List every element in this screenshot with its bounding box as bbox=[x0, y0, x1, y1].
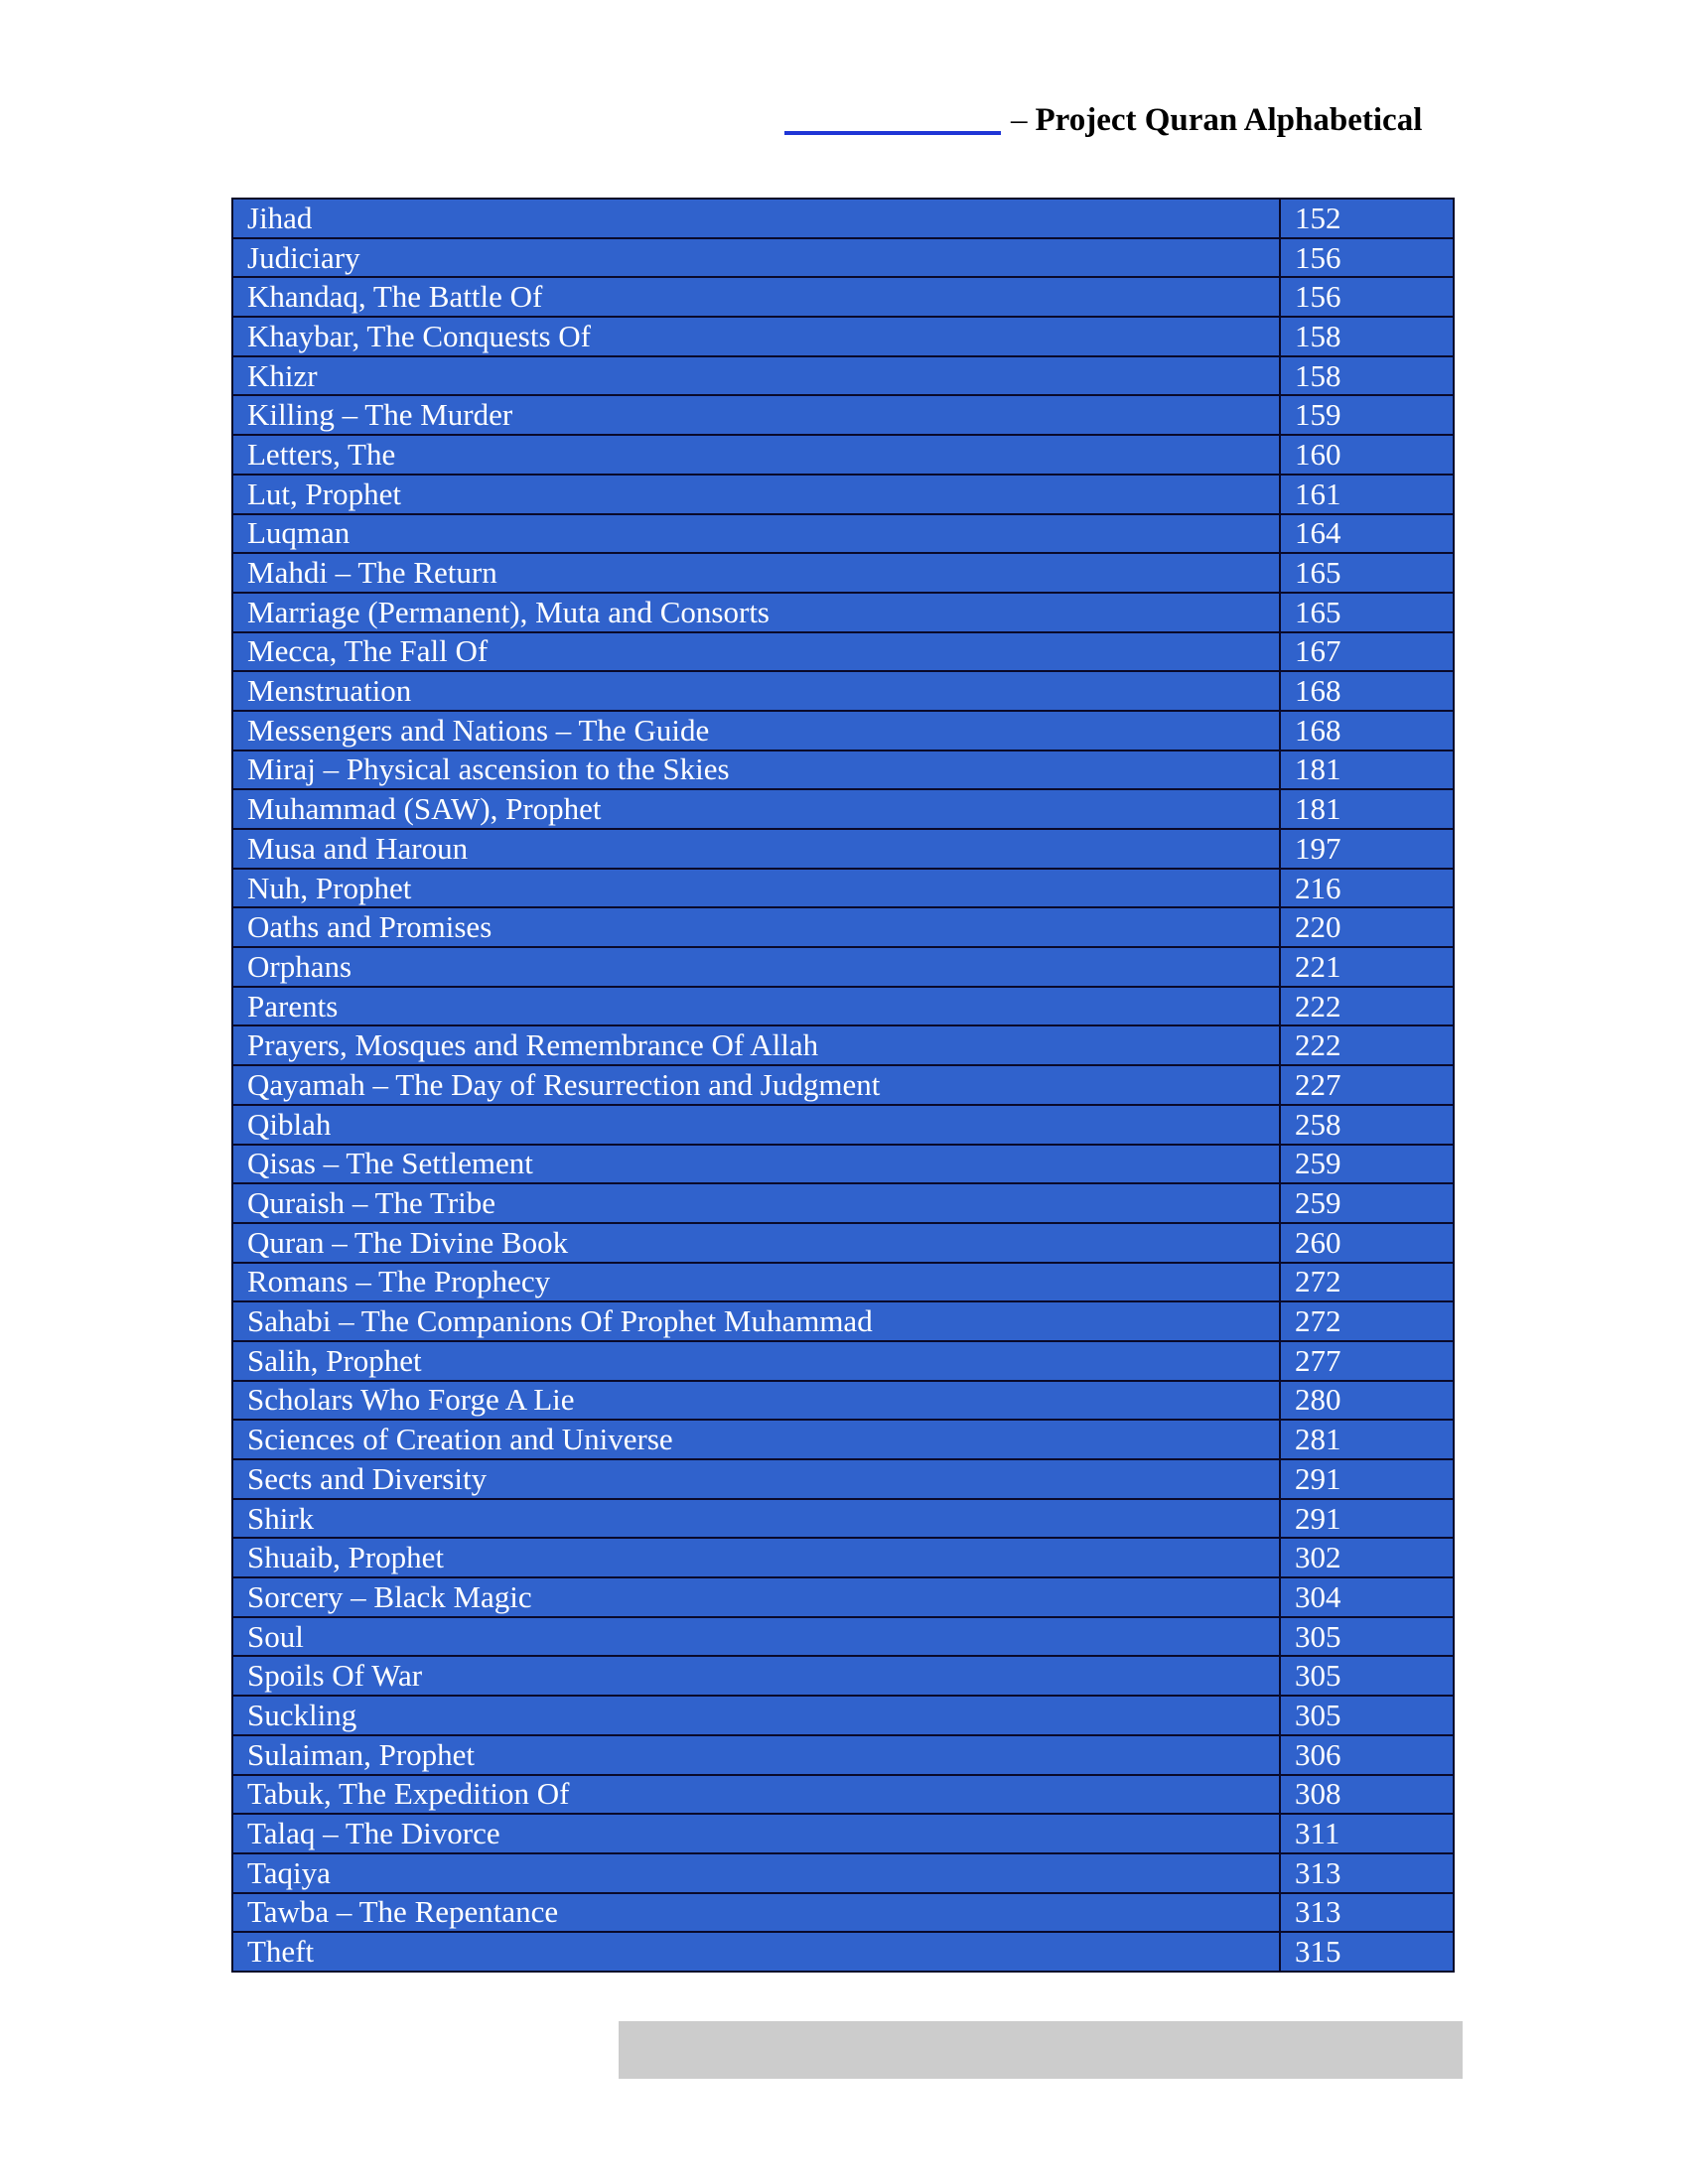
table-row bbox=[232, 1065, 1454, 1105]
page-number-cell: 161 bbox=[1280, 475, 1454, 514]
page-number-cell: 305 bbox=[1280, 1617, 1454, 1657]
topic-cell: Oaths and Promises bbox=[232, 907, 1280, 947]
page-number-cell: 291 bbox=[1280, 1459, 1454, 1499]
page-number-cell: 222 bbox=[1280, 987, 1454, 1026]
table-row bbox=[232, 869, 1454, 908]
page-number-cell: 164 bbox=[1280, 514, 1454, 554]
topic-cell: Tawba – The Repentance bbox=[232, 1893, 1280, 1933]
table-row bbox=[232, 1499, 1454, 1539]
page-number-cell: 168 bbox=[1280, 671, 1454, 711]
topic-cell: Shirk bbox=[232, 1499, 1280, 1539]
header-dash: – bbox=[1011, 102, 1028, 138]
table-row bbox=[232, 987, 1454, 1026]
topic-cell: Qayamah – The Day of Resurrection and Judgment bbox=[232, 1065, 1280, 1105]
topic-cell: Jihad bbox=[232, 199, 1280, 238]
topic-cell: Muhammad (SAW), Prophet bbox=[232, 789, 1280, 829]
topic-cell: Marriage (Permanent), Muta and Consorts bbox=[232, 593, 1280, 632]
table-row bbox=[232, 751, 1454, 790]
page-number-cell: 222 bbox=[1280, 1025, 1454, 1065]
page-number-cell: 302 bbox=[1280, 1538, 1454, 1577]
page-number-cell: 181 bbox=[1280, 751, 1454, 790]
table-row bbox=[232, 1301, 1454, 1341]
page-number-cell: 308 bbox=[1280, 1775, 1454, 1815]
topic-cell: Sulaiman, Prophet bbox=[232, 1735, 1280, 1775]
table-row bbox=[232, 1420, 1454, 1459]
topic-cell: Miraj – Physical ascension to the Skies bbox=[232, 751, 1280, 790]
table-row bbox=[232, 1893, 1454, 1933]
topic-cell: Scholars Who Forge A Lie bbox=[232, 1381, 1280, 1421]
table-row bbox=[232, 1263, 1454, 1302]
page-number-cell: 181 bbox=[1280, 789, 1454, 829]
page-number-cell: 258 bbox=[1280, 1105, 1454, 1145]
topic-index-body bbox=[232, 199, 1454, 1972]
topic-cell: Messengers and Nations – The Guide bbox=[232, 711, 1280, 751]
table-row bbox=[232, 1145, 1454, 1184]
page-number-cell: 159 bbox=[1280, 395, 1454, 435]
table-row bbox=[232, 1617, 1454, 1657]
table-row bbox=[232, 1853, 1454, 1893]
topic-cell: Salih, Prophet bbox=[232, 1341, 1280, 1381]
table-row bbox=[232, 789, 1454, 829]
page-number-cell: 281 bbox=[1280, 1420, 1454, 1459]
topic-cell: Mahdi – The Return bbox=[232, 553, 1280, 593]
topic-cell: Khizr bbox=[232, 356, 1280, 396]
page-number-cell: 305 bbox=[1280, 1696, 1454, 1735]
topic-cell: Prayers, Mosques and Remembrance Of Allah bbox=[232, 1025, 1280, 1065]
table-row bbox=[232, 1381, 1454, 1421]
topic-cell: Sorcery – Black Magic bbox=[232, 1577, 1280, 1617]
topic-cell: Musa and Haroun bbox=[232, 829, 1280, 869]
page-header bbox=[784, 95, 1440, 139]
page-number-cell: 306 bbox=[1280, 1735, 1454, 1775]
page-number-cell: 160 bbox=[1280, 435, 1454, 475]
topic-cell: Nuh, Prophet bbox=[232, 869, 1280, 908]
table-row bbox=[232, 1932, 1454, 1972]
footer-bar bbox=[619, 2021, 1463, 2079]
table-row bbox=[232, 199, 1454, 238]
topic-cell: Menstruation bbox=[232, 671, 1280, 711]
table-row bbox=[232, 238, 1454, 278]
table-row bbox=[232, 1735, 1454, 1775]
topic-cell: Sciences of Creation and Universe bbox=[232, 1420, 1280, 1459]
page-number-cell: 311 bbox=[1280, 1814, 1454, 1853]
page-number-cell: 305 bbox=[1280, 1656, 1454, 1696]
table-row bbox=[232, 1459, 1454, 1499]
page-number-cell: 315 bbox=[1280, 1932, 1454, 1972]
page-number-cell: 158 bbox=[1280, 317, 1454, 356]
page-number-cell: 158 bbox=[1280, 356, 1454, 396]
table-row bbox=[232, 947, 1454, 987]
table-row bbox=[232, 514, 1454, 554]
page-number-cell: 272 bbox=[1280, 1263, 1454, 1302]
page-number-cell: 277 bbox=[1280, 1341, 1454, 1381]
topic-index-table bbox=[231, 198, 1455, 1973]
topic-cell: Lut, Prophet bbox=[232, 475, 1280, 514]
table-row bbox=[232, 1183, 1454, 1223]
table-row bbox=[232, 1814, 1454, 1853]
topic-cell: Judiciary bbox=[232, 238, 1280, 278]
table-row bbox=[232, 1656, 1454, 1696]
table-row bbox=[232, 1696, 1454, 1735]
table-row bbox=[232, 277, 1454, 317]
topic-cell: Khandaq, The Battle Of bbox=[232, 277, 1280, 317]
table-row bbox=[232, 1341, 1454, 1381]
table-row bbox=[232, 632, 1454, 672]
table-row bbox=[232, 671, 1454, 711]
topic-cell: Soul bbox=[232, 1617, 1280, 1657]
topic-cell: Luqman bbox=[232, 514, 1280, 554]
header-blank-line[interactable] bbox=[784, 131, 1001, 135]
table-row bbox=[232, 1223, 1454, 1263]
topic-cell: Spoils Of War bbox=[232, 1656, 1280, 1696]
topic-cell: Killing – The Murder bbox=[232, 395, 1280, 435]
topic-cell: Talaq – The Divorce bbox=[232, 1814, 1280, 1853]
table-row bbox=[232, 435, 1454, 475]
page-number-cell: 313 bbox=[1280, 1893, 1454, 1933]
topic-cell: Romans – The Prophecy bbox=[232, 1263, 1280, 1302]
page-number-cell: 156 bbox=[1280, 277, 1454, 317]
topic-cell: Taqiya bbox=[232, 1853, 1280, 1893]
page-number-cell: 259 bbox=[1280, 1183, 1454, 1223]
page-number-cell: 272 bbox=[1280, 1301, 1454, 1341]
page-number-cell: 165 bbox=[1280, 593, 1454, 632]
topic-cell: Shuaib, Prophet bbox=[232, 1538, 1280, 1577]
table-row bbox=[232, 395, 1454, 435]
topic-cell: Qiblah bbox=[232, 1105, 1280, 1145]
table-row bbox=[232, 593, 1454, 632]
page-number-cell: 152 bbox=[1280, 199, 1454, 238]
table-row bbox=[232, 1538, 1454, 1577]
table-row bbox=[232, 829, 1454, 869]
topic-cell: Parents bbox=[232, 987, 1280, 1026]
topic-cell: Quran – The Divine Book bbox=[232, 1223, 1280, 1263]
page-number-cell: 304 bbox=[1280, 1577, 1454, 1617]
topic-cell: Theft bbox=[232, 1932, 1280, 1972]
page-number-cell: 197 bbox=[1280, 829, 1454, 869]
header-title: Project Quran Alphabetical bbox=[1035, 102, 1423, 138]
table-row bbox=[232, 711, 1454, 751]
table-row bbox=[232, 317, 1454, 356]
topic-cell: Mecca, The Fall Of bbox=[232, 632, 1280, 672]
topic-cell: Suckling bbox=[232, 1696, 1280, 1735]
topic-cell: Sects and Diversity bbox=[232, 1459, 1280, 1499]
page-number-cell: 259 bbox=[1280, 1145, 1454, 1184]
page-number-cell: 291 bbox=[1280, 1499, 1454, 1539]
topic-cell: Tabuk, The Expedition Of bbox=[232, 1775, 1280, 1815]
page-number-cell: 216 bbox=[1280, 869, 1454, 908]
table-row bbox=[232, 1775, 1454, 1815]
table-row bbox=[232, 475, 1454, 514]
table-row bbox=[232, 1105, 1454, 1145]
table-row bbox=[232, 553, 1454, 593]
topic-cell: Sahabi – The Companions Of Prophet Muhammad bbox=[232, 1301, 1280, 1341]
page-number-cell: 165 bbox=[1280, 553, 1454, 593]
page-number-cell: 260 bbox=[1280, 1223, 1454, 1263]
page-number-cell: 280 bbox=[1280, 1381, 1454, 1421]
page-number-cell: 156 bbox=[1280, 238, 1454, 278]
table-row bbox=[232, 907, 1454, 947]
page-number-cell: 220 bbox=[1280, 907, 1454, 947]
topic-cell: Letters, The bbox=[232, 435, 1280, 475]
table-row bbox=[232, 1025, 1454, 1065]
table-row bbox=[232, 1577, 1454, 1617]
topic-cell: Khaybar, The Conquests Of bbox=[232, 317, 1280, 356]
page-number-cell: 221 bbox=[1280, 947, 1454, 987]
topic-cell: Quraish – The Tribe bbox=[232, 1183, 1280, 1223]
page-number-cell: 227 bbox=[1280, 1065, 1454, 1105]
topic-cell: Orphans bbox=[232, 947, 1280, 987]
page-number-cell: 168 bbox=[1280, 711, 1454, 751]
page-number-cell: 167 bbox=[1280, 632, 1454, 672]
topic-cell: Qisas – The Settlement bbox=[232, 1145, 1280, 1184]
table-row bbox=[232, 356, 1454, 396]
page-number-cell: 313 bbox=[1280, 1853, 1454, 1893]
